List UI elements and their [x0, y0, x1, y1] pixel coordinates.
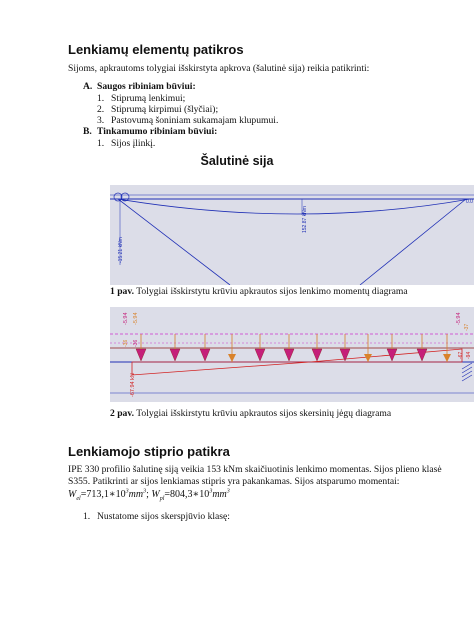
section-title: Lenkiamų elementų patikros — [68, 42, 244, 57]
intro-paragraph: Sijoms, apkrautoms tolygiai išskirstyta apkrova (šalutinė sija) reikia patikrinti: — [68, 63, 370, 74]
figure1-caption — [110, 286, 408, 297]
group-a-label: Saugos ribiniam būviui: — [97, 81, 196, 92]
list-item: Stiprumą lenkimui; — [111, 93, 186, 104]
list-item: Pastovumą šoniniam sukamajam klupumui. — [111, 115, 279, 126]
figure1-caption-number: 1 pav. — [110, 286, 134, 297]
group-b-label: Tinkamumo ribiniam būviui: — [97, 126, 218, 137]
left-moment-label: -15.21 kNm — [118, 237, 124, 263]
list-item: Sijos įlinkį. — [111, 138, 156, 149]
list-num: 1. — [97, 93, 105, 104]
right-moment-label: 0.0 — [466, 199, 473, 205]
load-label: -36 — [133, 339, 139, 347]
figure2-caption — [110, 408, 391, 419]
resistance-moments-formula: $W_{el}=713,1∗10^3mm^3$; $W_{pl}=804,3∗10^3mm^3$ — [68, 488, 230, 502]
figure1-caption-text: Tolygiai išskirstytu krūviu apkrautos sijos lenkimo momentų diagrama — [136, 286, 408, 297]
load-label: -5.94 — [456, 312, 462, 325]
moment-diagram — [110, 185, 474, 285]
list-marker-b: B. — [83, 126, 92, 137]
load-label: -37 — [464, 323, 470, 331]
list-item: Nustatome sijos skerspjūvio klasę: — [97, 511, 230, 522]
beam-heading: Šalutinė sija — [200, 154, 274, 168]
shear-diagram — [110, 307, 474, 402]
load-label: -5.94 — [123, 312, 129, 325]
load-label: -5.94 — [133, 312, 139, 325]
list-num: 3. — [97, 115, 105, 126]
figure2-caption-number: 2 pav. — [110, 408, 134, 419]
figure2-caption-text: Tolygiai išskirstytu krūviu apkrautos sijos skersinių jėgų diagrama — [136, 408, 392, 419]
list-num: 1. — [97, 138, 105, 149]
list-num: 2. — [97, 104, 105, 115]
load-label: -94 — [466, 351, 472, 359]
load-label: -36 — [123, 339, 129, 347]
list-marker-a: A. — [83, 81, 93, 92]
load-label: -67 — [458, 351, 464, 359]
list-num: 1. — [83, 511, 91, 522]
section2-paragraph: IPE 330 profilio šalutinę siją veikia 153 kNm skaičiuotinis lenkimo momentas. Sijos plieno klasė S355. Patikrinti ar sijos lenkiamas stipris yra pakankamas. Sijos atsparumo momentai: — [68, 464, 442, 487]
list-item: Stiprumą kirpimui (šlyčiai); — [111, 104, 219, 115]
shear-value-label: -67.94 kN — [130, 373, 136, 397]
section-title: Lenkiamojo stiprio patikra — [68, 444, 230, 459]
midspan-moment-label: 152.87 kNm — [302, 206, 308, 233]
